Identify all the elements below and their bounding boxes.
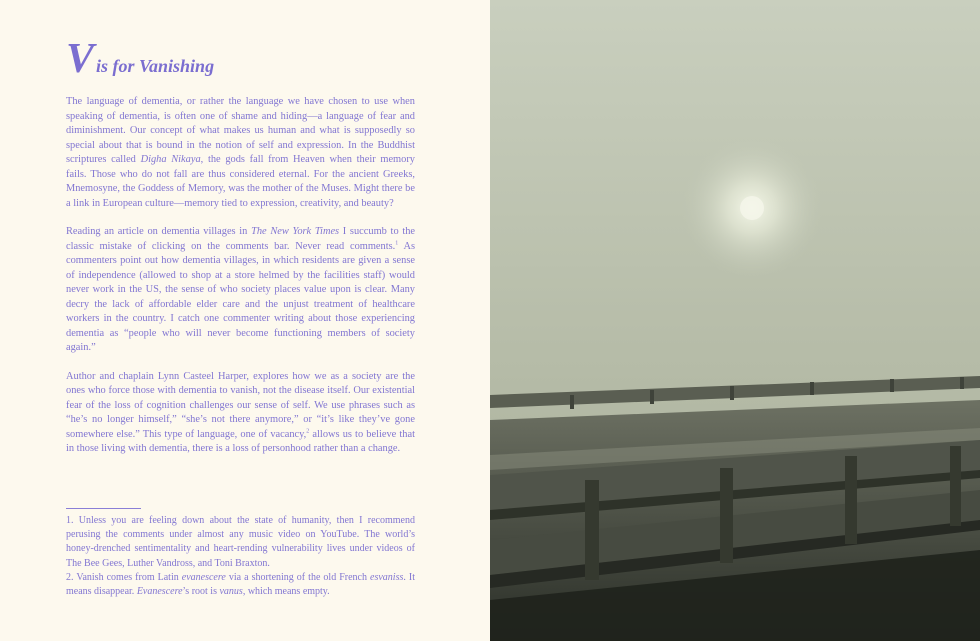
paragraph-2 <box>66 225 415 356</box>
footnotes <box>66 514 415 599</box>
footnote-text: . It means disappear. <box>66 571 416 598</box>
paragraph-text: , the gods fall from Heaven when their memory fails. Those who do not fall are thus considered eternal. For the ancient Greeks, Mnemosyne, the Goddess of Memory, was the mother of the Muses. Might there be a link in European culture—memory tied to expression, creativity, and beauty? <box>66 154 415 209</box>
paragraph-text: allows us to believe that in those living with dementia, there is a loss of personhood rather than a change. <box>66 428 415 454</box>
italic-title: Digha Nikaya <box>140 154 201 165</box>
italic-word: esvaniss <box>370 571 404 583</box>
italic-word: vanus <box>219 586 243 598</box>
footnote-text: ’s root is <box>182 586 220 598</box>
paragraph-text: Author and chaplain Lynn Casteel Harper, explores how we as a society are the ones who force those with dementia to vanish, not the disease itself. Our existential fear of the loss of cognition challenges our sense of self. We use phrases such as “he’s no longer himself,” “she’s not there anymore,” or “it’s like they’ve gone somewhere else.” This type of language, one of vacancy, <box>66 370 415 440</box>
photo-illustration <box>490 0 980 641</box>
footnote-text: 2. Vanish comes from Latin <box>66 571 182 583</box>
heading-title: is for Vanishing <box>96 56 215 76</box>
paragraph-1 <box>66 95 415 211</box>
italic-title: The New York Times <box>251 226 340 237</box>
footnote-ref-1: 1 <box>395 240 399 247</box>
paragraph-text: As commenters point out how dementia villages, in which residents are given a sense of independence (allowed to shop at a store helmed by the facilities staff) would never work in the US, the sense of who society places value upon is clear. Many decry the lack of affordable elder care and the unjust treatment of healthcare workers in the country. I catch one commenter writing about those experiencing dementia as “people who will never become functioning members of society again.” <box>66 240 415 353</box>
heading-initial: V <box>66 36 95 82</box>
footnote-text: via a shortening of the old French <box>225 571 371 583</box>
italic-word: Evanescere <box>136 586 183 598</box>
paragraph-text: The language of dementia, or rather the language we have chosen to use when speaking of dementia, is often one of shame and hiding—a language of fear and diminishment. Our concept of what makes us human and what is supposedly so special about that is bound in the notion of self and expression. In the Buddhist scriptures called <box>66 96 415 165</box>
italic-word: evanescere <box>181 571 226 583</box>
body-text <box>66 95 415 471</box>
paragraph-3 <box>66 370 415 457</box>
footnote-2 <box>66 571 415 599</box>
footnote-text: , which means empty. <box>242 586 330 598</box>
foggy-bridge-photo <box>490 0 980 641</box>
footnote-ref-2: 2 <box>306 428 310 435</box>
paragraph-text: I succumb to the classic mistake of clicking on the comments bar. Never read comments. <box>66 226 416 252</box>
footnote-divider <box>66 508 141 509</box>
sun-core <box>740 196 764 220</box>
footnote-1: 1. Unless you are feeling down about the state of humanity, then I recommend perusing the comments under almost any music video on YouTube. The world’s honey-drenched sentimentality and heart-rending vulnerability lives under videos of The Bee Gees, Luther Vandross, and Toni Braxton. <box>66 515 415 569</box>
paragraph-text: Reading an article on dementia villages in <box>66 226 252 237</box>
chapter-heading <box>66 38 214 80</box>
